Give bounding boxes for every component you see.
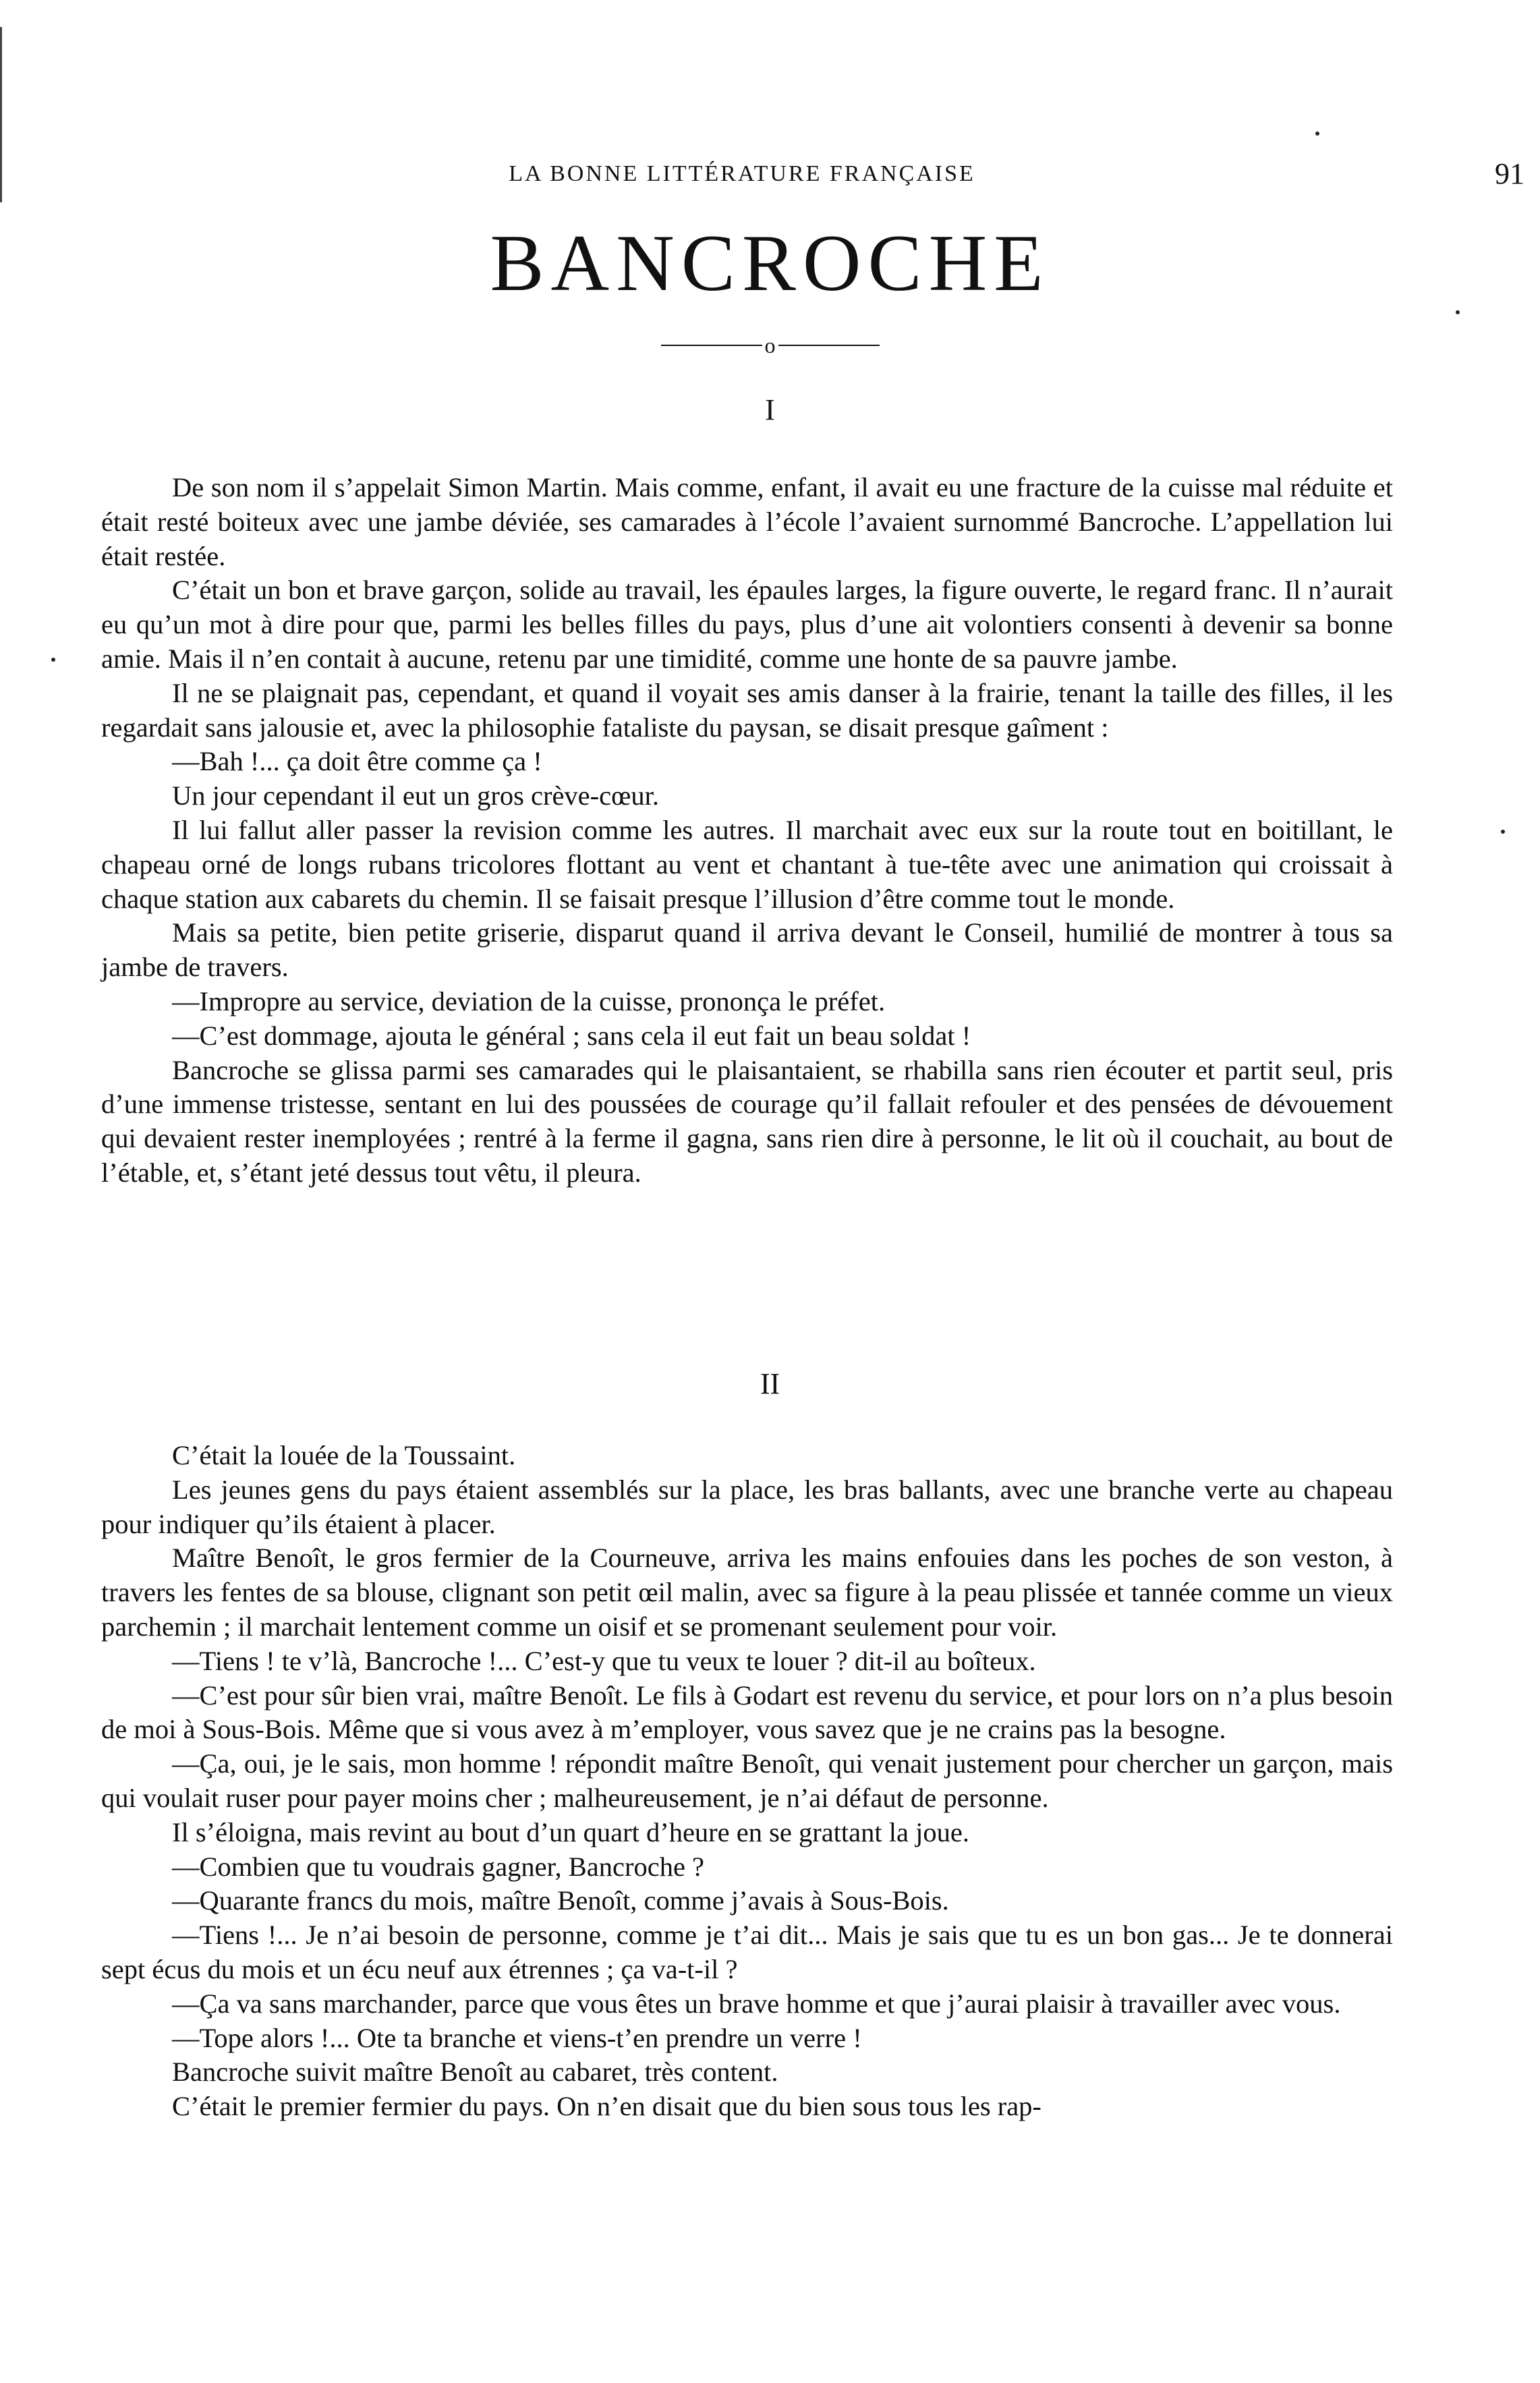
- paragraph: —Tiens !... Je n’ai besoin de personne, comme je t’ai dit... Mais je sais que tu es un bon gas... Je te donnerai sept écus du mois et un écu neuf aux étrennes ; ça va-t-il ?: [101, 1920, 1393, 1984]
- speck-1: [51, 658, 55, 662]
- section-numeral-1: I: [765, 393, 775, 426]
- paragraph: C’était un bon et brave garçon, solide au travail, les épaules larges, la figure ouverte, le regard franc. Il n’aurait eu qu’un mot à dire pour que, parmi les belles filles du pays, plus d’une ait volontiers consenti à devenir sa bonne amie. Mais il n’en contait à aucune, retenu par une timidité, comme une honte de sa pauvre jambe.: [101, 575, 1393, 674]
- paragraph: —Tiens ! te v’là, Bancroche !... C’est-y que tu veux te louer ? dit-il au boîteux.: [172, 1645, 1036, 1676]
- paragraph: Il s’éloigna, mais revint au bout d’un quart d’heure en se grattant la joue.: [172, 1816, 969, 1847]
- paragraph: —Bah !... ça doit être comme ça !: [172, 746, 542, 777]
- paragraph: Bancroche se glissa parmi ses camarades qui le plaisantaient, se rhabilla sans rien écouter et partit seul, pris d’une immense tristesse, sentant en lui des poussées de courage qu’il fallait refouler et des pensées de dévouement qui devaient rester inemployées ; rentré à la ferme il gagna, sans rien dire à personne, le lit où il couchait, au bout de l’étable, et, s’étant jeté dessus tout vêtu, il pleura.: [101, 1054, 1393, 1188]
- section-1-text: [101, 471, 1393, 1190]
- section-2-text: [101, 1439, 1393, 2124]
- paragraph: Mais sa petite, bien petite griserie, disparut quand il arriva devant le Conseil, humilié de montrer à tous sa jambe de travers.: [101, 917, 1393, 983]
- running-title: LA BONNE LITTÉRATURE FRANÇAISE: [509, 161, 975, 186]
- page-number: 91: [1495, 157, 1524, 190]
- ornament-circle: o: [764, 333, 776, 357]
- paragraph: —Ça, oui, je le sais, mon homme ! répondit maître Benoît, qui venait justement pour chercher un garçon, mais qui voulait ruser pour payer moins cher ; malheureusement, je n’ai défaut de personne.: [101, 1748, 1393, 1813]
- paragraph: —Tope alors !... Ote ta branche et viens-t’en prendre un verre !: [172, 2022, 862, 2053]
- paragraph: Un jour cependant il eut un gros crève-cœur.: [172, 780, 659, 811]
- paragraph: C’était la louée de la Toussaint.: [172, 1440, 516, 1470]
- speck-4: [1315, 132, 1319, 136]
- page-edge-mark: [0, 27, 2, 202]
- section-numeral-2: II: [760, 1367, 780, 1400]
- paragraph: —C’est dommage, ajouta le général ; sans cela il eut fait un beau soldat !: [172, 1020, 971, 1051]
- speck-2: [1501, 830, 1505, 834]
- title-ornament: [0, 329, 1540, 359]
- ornament-rule-left: [661, 345, 762, 346]
- running-head: [108, 154, 1524, 194]
- paragraph: —Impropre au service, deviation de la cuisse, prononça le préfet.: [172, 985, 886, 1016]
- paragraph: Il ne se plaignait pas, cependant, et quand il voyait ses amis danser à la frairie, tenant la taille des filles, il les regardait sans jalousie et, avec la philosophie fataliste du paysan, se disait presque gaîment :: [101, 677, 1393, 743]
- paragraph: Maître Benoît, le gros fermier de la Courneuve, arriva les mains enfouies dans les poches de son veston, à travers les fentes de sa blouse, clignant son petit œil malin, avec sa figure à la peau plissée et tannée comme un vieux parchemin ; il marchait lentement comme un oisif et se promenant seulement pour voir.: [101, 1543, 1393, 1642]
- paragraph: Il lui fallut aller passer la revision comme les autres. Il marchait avec eux sur la route tout en boitillant, le chapeau orné de longs rubans tricolores flottant au vent et chantant à tue-tête avec une animation qui croissait à chaque station aux cabarets du chemin. Il se faisait presque l’illusion d’être comme tout le monde.: [101, 814, 1393, 914]
- paragraph: C’était le premier fermier du pays. On n’en disait que du bien sous tous les rap-: [172, 2091, 1042, 2122]
- paragraph: —Combien que tu voudrais gagner, Bancroche ?: [172, 1851, 705, 1882]
- paragraph: Bancroche suivit maître Benoît au cabaret, très content.: [172, 2057, 778, 2088]
- paragraph: Les jeunes gens du pays étaient assemblés sur la place, les bras ballants, avec une branche verte au chapeau pour indiquer qu’ils étaient à placer.: [101, 1474, 1393, 1539]
- story-title: BANCROCHE: [490, 218, 1050, 308]
- paragraph: De son nom il s’appelait Simon Martin. Mais comme, enfant, il avait eu une fracture de la cuisse mal réduite et était resté boiteux avec une jambe déviée, ses camarades à l’école l’avaient surnommé Bancroche. L’appellation lui était restée.: [101, 472, 1393, 571]
- paragraph: —Quarante francs du mois, maître Benoît, comme j’avais à Sous-Bois.: [172, 1885, 949, 1916]
- paragraph: —Ça va sans marchander, parce que vous êtes un brave homme et que j’aurai plaisir à travailler avec vous.: [172, 1988, 1341, 2019]
- ornament-rule-right: [778, 345, 880, 346]
- paragraph: —C’est pour sûr bien vrai, maître Benoît. Le fils à Godart est revenu du service, et pour lors on n’a plus besoin de moi à Sous-Bois. Même que si vous avez à m’employer, vous savez que je ne crains pas la besogne.: [101, 1679, 1393, 1745]
